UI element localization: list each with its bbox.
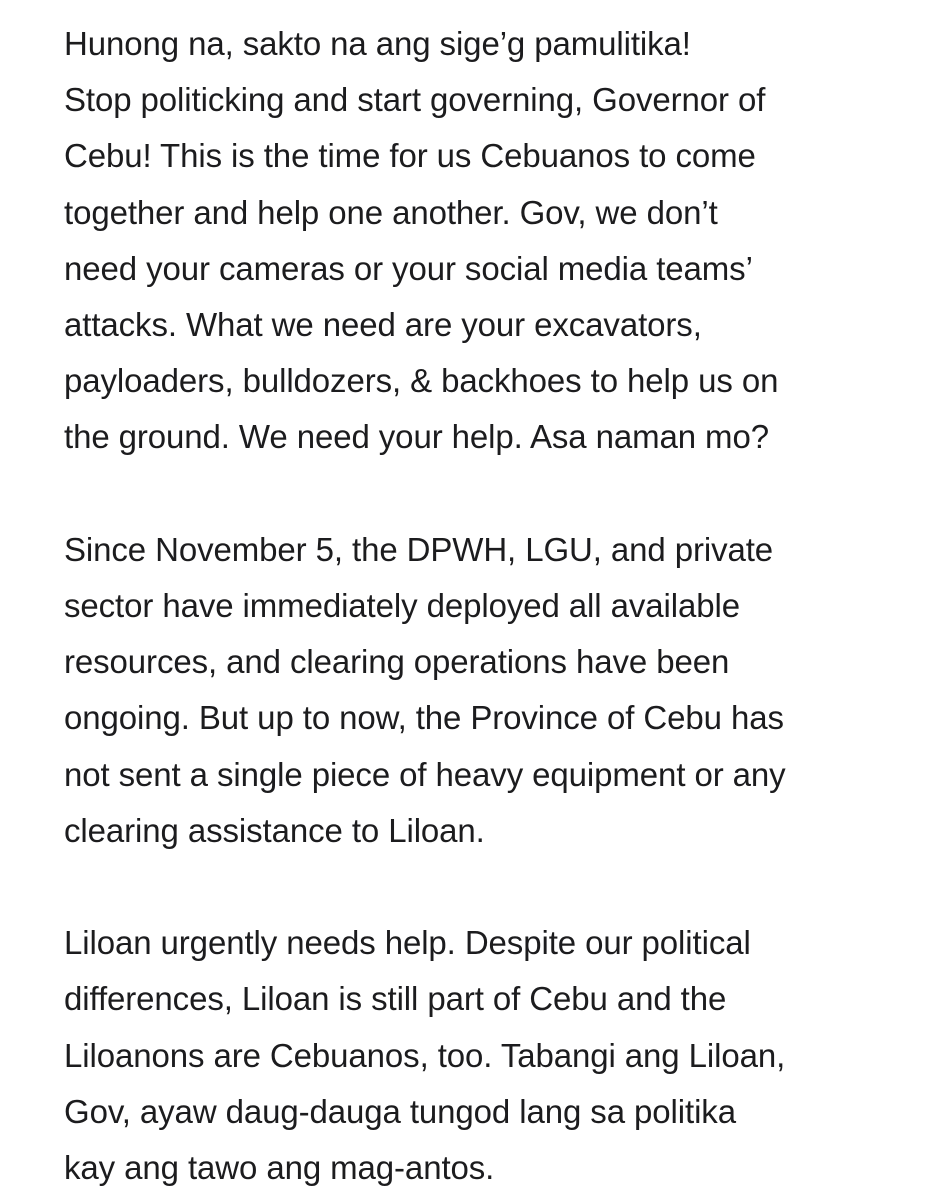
paragraph-3 [64,915,924,1196]
text-line: Hunong na, sakto na ang sige’g pamulitika! [64,25,691,62]
text-line: need your cameras or your social media teams’ [64,249,753,287]
paragraph-spacer [64,859,924,915]
paragraph-2 [64,522,924,859]
text-line: Liloanons are Cebuanos, too. Tabangi ang Liloan, [64,1036,786,1074]
text-line: sector have immediately deployed all available [64,587,740,625]
text-line: Liloan urgently needs help. Despite our political [64,924,751,962]
text-line: attacks. What we need are your excavators, [64,306,702,344]
text-line: ongoing. But up to now, the Province of Cebu has [64,699,784,737]
text-line: Cebu! This is the time for us Cebuanos to come [64,137,756,175]
note-body [64,16,924,1196]
text-line: Stop politicking and start governing, Governor of [64,81,766,119]
paragraph-spacer [64,466,924,522]
text-line: Gov, ayaw daug-dauga tungod lang sa politika [64,1092,736,1130]
paragraph-1 [64,16,924,466]
text-line: clearing assistance to Liloan. [64,811,485,849]
text-line: not sent a single piece of heavy equipment or any [64,755,786,793]
text-line: differences, Liloan is still part of Cebu and the [64,980,727,1018]
text-line: the ground. We need your help. Asa naman mo? [64,418,769,456]
text-line: resources, and clearing operations have been [64,643,730,681]
text-line: kay ang tawo ang mag-antos. [64,1149,495,1187]
text-line: payloaders, bulldozers, & backhoes to help us on [64,362,779,400]
text-line: together and help one another. Gov, we don’t [64,193,718,231]
text-line: Since November 5, the DPWH, LGU, and private [64,530,774,568]
